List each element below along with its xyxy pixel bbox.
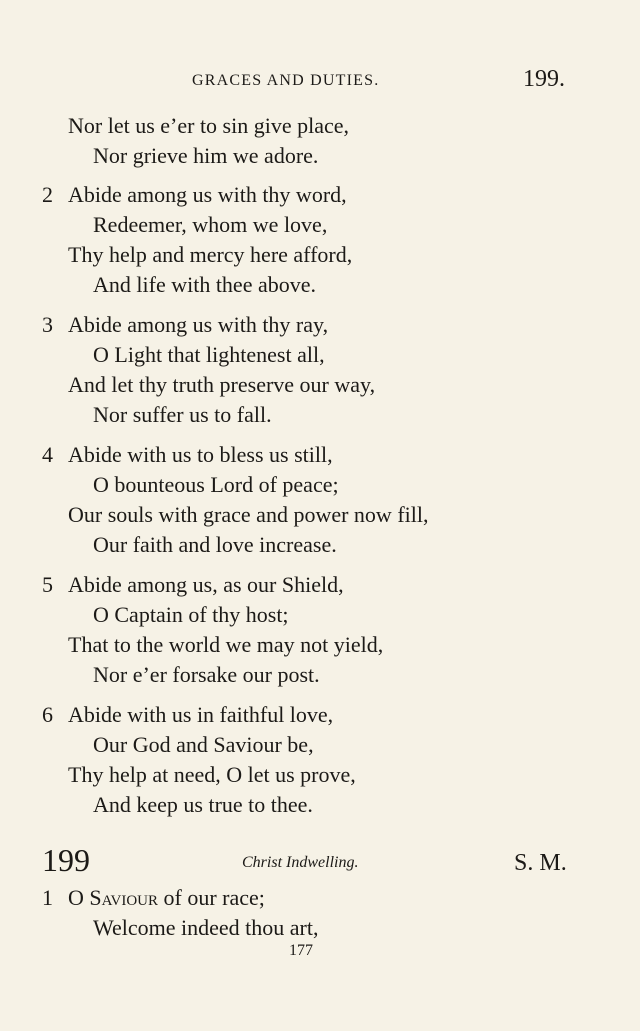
verse-line: Abide with us to bless us still, [68, 442, 333, 467]
hymn-meter: S. M. [514, 850, 567, 876]
verse-line: That to the world we may not yield, [68, 632, 384, 657]
stanza-number: 3 [42, 312, 53, 337]
verse-line-start: O [68, 885, 84, 910]
verse-line: Nor grieve him we adore. [93, 143, 319, 168]
verse-line: And life with thee above. [93, 272, 316, 297]
folio: 177 [289, 942, 313, 959]
verse-line: Abide among us with thy word, [68, 182, 347, 207]
verse-line: Redeemer, whom we love, [93, 212, 328, 237]
verse-line: Our souls with grace and power now fill, [68, 502, 429, 527]
page-number: 199. [523, 66, 565, 92]
verse-line: And keep us true to thee. [93, 792, 313, 817]
verse-line: Thy help and mercy here afford, [68, 242, 353, 267]
verse-line: O Captain of thy host; [93, 602, 289, 627]
stanza-number: 1 [42, 885, 53, 910]
verse-line: O Light that lightenest all, [93, 342, 325, 367]
verse-line: Abide with us in faithful love, [68, 702, 334, 727]
verse-line: Thy help at need, O let us prove, [68, 762, 356, 787]
stanza-number: 4 [42, 442, 53, 467]
verse-line [68, 883, 265, 913]
stanza-number: 5 [42, 572, 53, 597]
hymn-title: Christ Indwelling. [242, 854, 359, 871]
verse-line: Nor e’er forsake our post. [93, 662, 320, 687]
verse-line: Our God and Saviour be, [93, 732, 314, 757]
verse-line: Abide among us, as our Shield, [68, 572, 344, 597]
verse-line: And let thy truth preserve our way, [68, 372, 376, 397]
hymn-heading [0, 842, 640, 882]
verse-line: Nor suffer us to fall. [93, 402, 272, 427]
verse-line: Nor let us e’er to sin give place, [68, 113, 350, 138]
verse-line: Our faith and love increase. [93, 532, 337, 557]
hymn-number: 199 [42, 842, 90, 878]
running-head [0, 66, 640, 96]
verse-line-rest: of our race; [163, 885, 265, 910]
stanza-number: 2 [42, 182, 53, 207]
verse-line: Welcome indeed thou art, [93, 915, 319, 940]
verse-line-smallcaps: Saviour [89, 885, 159, 910]
verse-line: Abide among us with thy ray, [68, 312, 329, 337]
stanza-number: 6 [42, 702, 53, 727]
verse-line: O bounteous Lord of peace; [93, 472, 339, 497]
running-title: GRACES AND DUTIES. [192, 72, 380, 89]
